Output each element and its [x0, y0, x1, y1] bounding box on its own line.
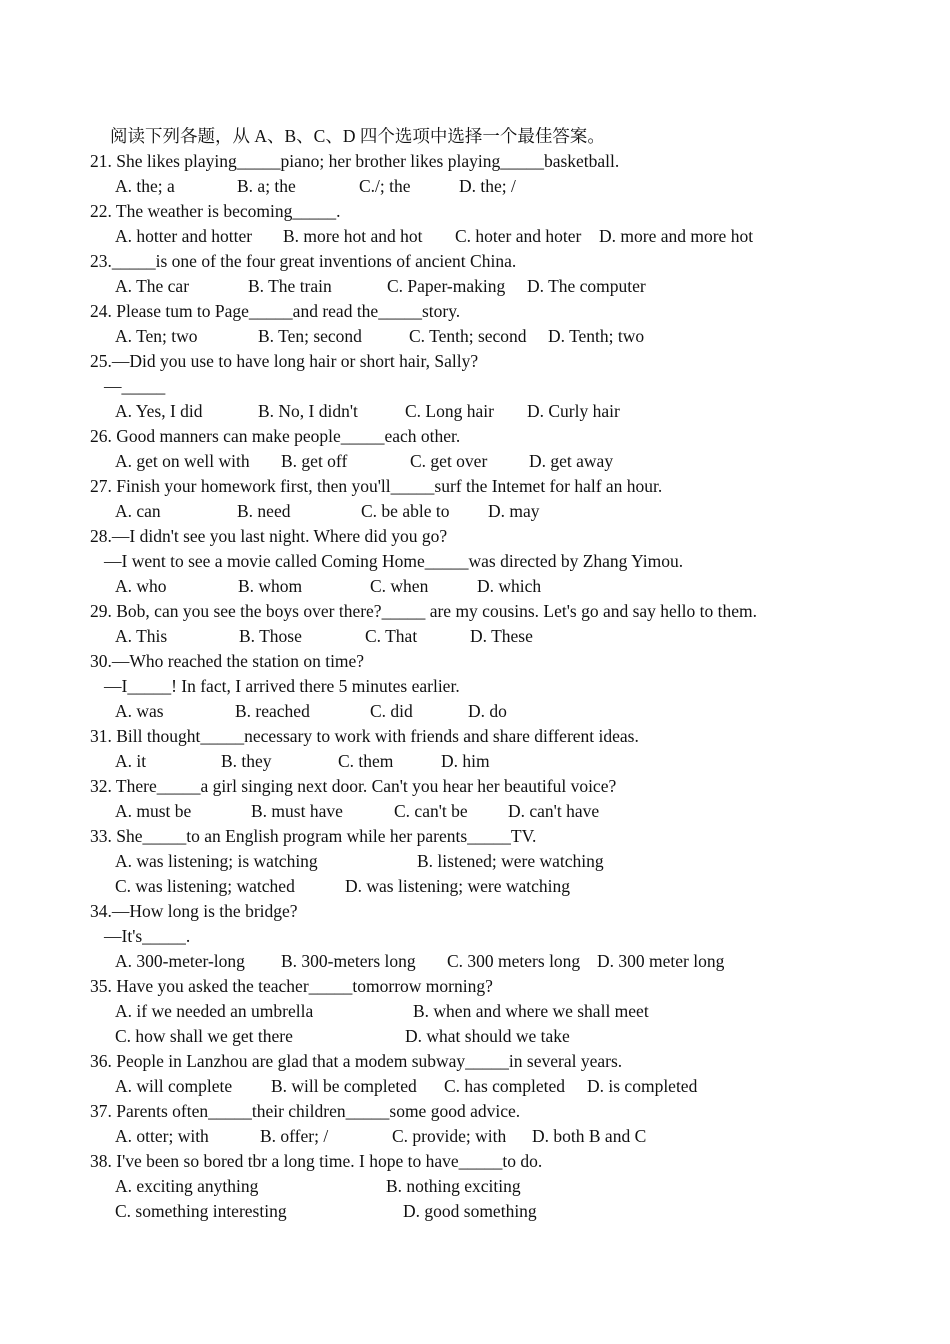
question-34-option-a: A. 300-meter-long [115, 951, 245, 971]
question-32-option-d: D. can't have [508, 801, 600, 821]
question-37-option-c: C. provide; with [392, 1126, 507, 1146]
question-26-option-c: C. get over [410, 451, 488, 471]
question-24-option-b: B. Ten; second [258, 326, 362, 346]
question-35-option-d: D. what should we take [405, 1026, 570, 1046]
question-21-stem: 21. She likes playing_____piano; her brother likes playing_____basketball. [90, 151, 620, 171]
question-34-reply: —It's_____. [104, 926, 191, 946]
question-26-stem: 26. Good manners can make people_____each other. [90, 426, 461, 446]
question-31-option-a: A. it [115, 751, 147, 771]
question-36-option-c: C. has completed [444, 1076, 566, 1096]
question-32-stem: 32. There_____a girl singing next door. Can't you hear her beautiful voice? [90, 776, 617, 796]
question-38-option-c: C. something interesting [115, 1201, 287, 1221]
question-38-option-a: A. exciting anything [115, 1176, 259, 1196]
question-30-option-a: A. was [115, 701, 164, 721]
question-28-option-c: C. when [370, 576, 429, 596]
question-27-option-c: C. be able to [361, 501, 450, 521]
question-35-option-a: A. if we needed an umbrella [115, 1001, 314, 1021]
question-33-option-c: C. was listening; watched [115, 876, 295, 896]
question-28-stem: 28.—I didn't see you last night. Where did you go? [90, 526, 448, 546]
question-28-option-b: B. whom [238, 576, 303, 596]
question-23-option-a: A. The car [115, 276, 190, 296]
question-25-option-d: D. Curly hair [527, 401, 620, 421]
question-22-stem: 22. The weather is becoming_____. [90, 201, 341, 221]
question-22-option-a: A. hotter and hotter [115, 226, 253, 246]
question-37-option-d: D. both B and C [532, 1126, 647, 1146]
question-25-stem: 25.—Did you use to have long hair or short hair, Sally? [90, 351, 479, 371]
question-32-option-a: A. must be [115, 801, 192, 821]
question-28-option-d: D. which [477, 576, 542, 596]
question-37-stem: 37. Parents often_____their children_____some good advice. [90, 1101, 521, 1121]
question-37-option-b: B. offer; / [260, 1126, 329, 1146]
question-32-option-b: B. must have [251, 801, 343, 821]
question-27-stem: 27. Finish your homework first, then you'll_____surf the Intemet for half an hour. [90, 476, 663, 496]
question-22-option-d: D. more and more hot [599, 226, 754, 246]
question-27-option-d: D. may [488, 501, 540, 521]
question-35-stem: 35. Have you asked the teacher_____tomorrow morning? [90, 976, 493, 996]
question-22-option-b: B. more hot and hot [283, 226, 423, 246]
question-30-stem: 30.—Who reached the station on time? [90, 651, 365, 671]
question-24-option-c: C. Tenth; second [409, 326, 527, 346]
question-36-option-a: A. will complete [115, 1076, 233, 1096]
question-25-option-a: A. Yes, I did [115, 401, 203, 421]
question-30-reply: —I_____! In fact, I arrived there 5 minutes earlier. [104, 676, 460, 696]
question-36-option-d: D. is completed [587, 1076, 698, 1096]
question-33-option-d: D. was listening; were watching [345, 876, 571, 896]
question-23-option-b: B. The train [248, 276, 332, 296]
question-34-option-d: D. 300 meter long [597, 951, 725, 971]
question-27-option-a: A. can [115, 501, 161, 521]
question-35-option-b: B. when and where we shall meet [413, 1001, 649, 1021]
question-21-option-a: A. the; a [115, 176, 175, 196]
question-29-option-d: D. These [470, 626, 533, 646]
question-24-stem: 24. Please tum to Page_____and read the_____story. [90, 301, 461, 321]
question-23-option-c: C. Paper-making [387, 276, 506, 296]
question-31-option-d: D. him [441, 751, 490, 771]
question-31-stem: 31. Bill thought_____necessary to work with friends and share different ideas. [90, 726, 639, 746]
question-31-option-c: C. them [338, 751, 394, 771]
question-26-option-d: D. get away [529, 451, 614, 471]
question-27-option-b: B. need [237, 501, 291, 521]
question-25-option-c: C. Long hair [405, 401, 494, 421]
question-30-option-b: B. reached [235, 701, 310, 721]
question-38-stem: 38. I've been so bored tbr a long time. I hope to have_____to do. [90, 1151, 543, 1171]
question-21-option-c: C./; the [359, 176, 411, 196]
question-26-option-a: A. get on well with [115, 451, 250, 471]
question-34-stem: 34.—How long is the bridge? [90, 901, 298, 921]
question-30-option-d: D. do [468, 701, 507, 721]
question-36-stem: 36. People in Lanzhou are glad that a modem subway_____in several years. [90, 1051, 623, 1071]
question-25-option-b: B. No, I didn't [258, 401, 358, 421]
question-28-reply: —I went to see a movie called Coming Home_____was directed by Zhang Yimou. [104, 551, 684, 571]
question-33-option-b: B. listened; were watching [417, 851, 604, 871]
question-33-option-a: A. was listening; is watching [115, 851, 318, 871]
question-24-option-a: A. Ten; two [115, 326, 198, 346]
question-35-option-c: C. how shall we get there [115, 1026, 293, 1046]
question-26-option-b: B. get off [281, 451, 348, 471]
question-29-option-b: B. Those [239, 626, 302, 646]
question-29-stem: 29. Bob, can you see the boys over there?_____ are my cousins. Let's go and say hello to them. [90, 601, 758, 621]
question-36-option-b: B. will be completed [271, 1076, 417, 1096]
question-21-option-b: B. a; the [237, 176, 296, 196]
question-32-option-c: C. can't be [394, 801, 468, 821]
instruction-text: 阅读下列各题，从 A、B、C、D 四个选项中选择一个最佳答案。 [110, 126, 605, 146]
question-33-stem: 33. She_____to an English program while her parents_____TV. [90, 826, 537, 846]
question-29-option-a: A. This [115, 626, 168, 646]
question-21-option-d: D. the; / [459, 176, 516, 196]
question-30-option-c: C. did [370, 701, 413, 721]
question-24-option-d: D. Tenth; two [548, 326, 645, 346]
question-22-option-c: C. hoter and hoter [455, 226, 582, 246]
question-34-option-b: B. 300-meters long [281, 951, 416, 971]
question-31-option-b: B. they [221, 751, 272, 771]
question-37-option-a: A. otter; with [115, 1126, 209, 1146]
question-34-option-c: C. 300 meters long [447, 951, 581, 971]
question-28-option-a: A. who [115, 576, 167, 596]
question-29-option-c: C. That [365, 626, 418, 646]
question-25-reply: —_____ [104, 376, 166, 396]
question-23-option-d: D. The computer [527, 276, 646, 296]
question-38-option-b: B. nothing exciting [386, 1176, 521, 1196]
question-23-stem: 23._____is one of the four great inventions of ancient China. [90, 251, 517, 271]
question-38-option-d: D. good something [403, 1201, 537, 1221]
